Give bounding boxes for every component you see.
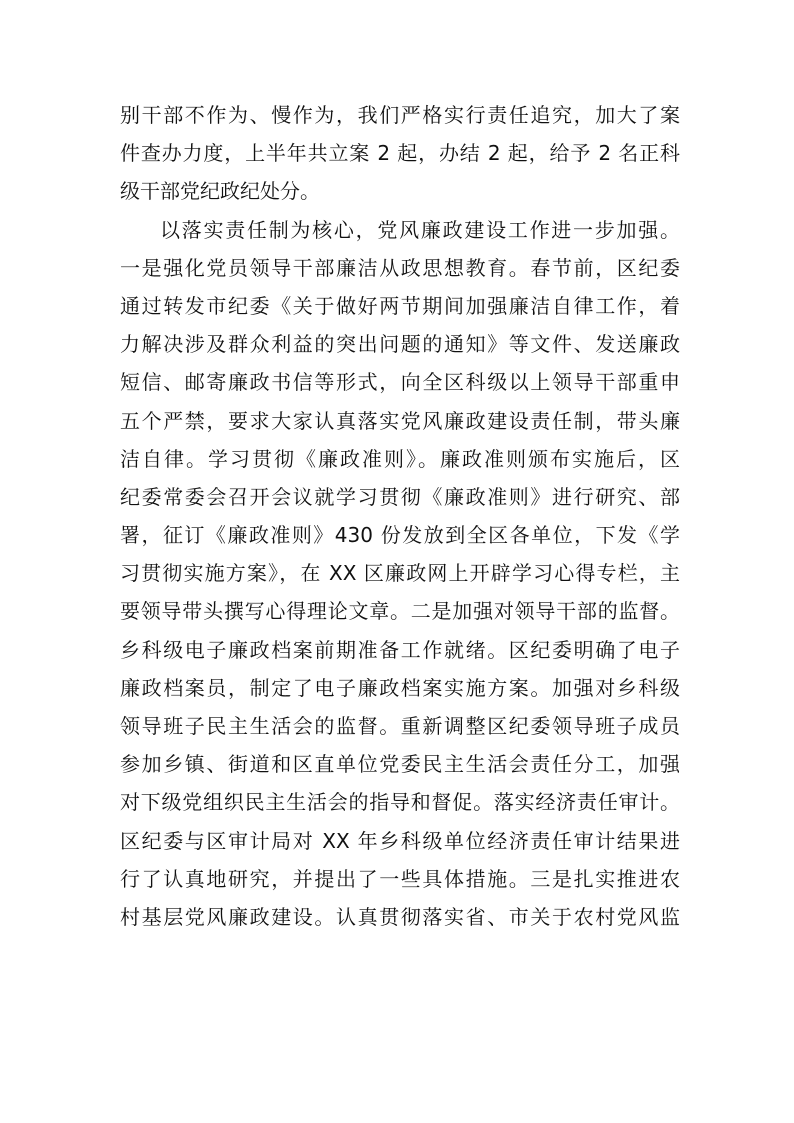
text-line: 要领导带头撰写心得理论文章。二是加强对领导干部的监督。	[120, 599, 680, 624]
text-line: 行了认真地研究，并提出了一些具体措施。三是扎实推进农	[120, 866, 680, 891]
text-line: 短信、邮寄廉政书信等形式，向全区科级以上领导干部重申	[120, 370, 680, 395]
text-line: 级干部党纪政纪处分。	[120, 179, 320, 204]
text-line: 洁自律。学习贯彻《廉政准则》。廉政准则颁布实施后，区	[120, 446, 680, 471]
text-line: 署，征订《廉政准则》430 份发放到全区各单位，下发《学	[120, 523, 680, 548]
text-line: 领导班子民主生活会的监督。重新调整区纪委领导班子成员	[120, 714, 680, 738]
text-line: 别干部不作为、慢作为，我们严格实行责任追究，加大了案	[120, 103, 680, 127]
text-line: 一是强化党员领导干部廉洁从政思想教育。春节前，区纪委	[120, 255, 680, 280]
text-line: 区纪委与区审计局对 XX 年乡科级单位经济责任审计结果进	[120, 828, 680, 853]
text-line: 件查办力度，上半年共立案 2 起，办结 2 起，给予 2 名正科	[120, 141, 680, 166]
text-line: 纪委常委会召开会议就学习贯彻《廉政准则》进行研究、部	[120, 484, 680, 509]
body-text	[120, 96, 680, 936]
text-line: 对下级党组织民主生活会的指导和督促。落实经济责任审计。	[120, 790, 680, 815]
text-line: 力解决涉及群众利益的突出问题的通知》等文件、发送廉政	[120, 332, 680, 357]
text-line: 村基层党风廉政建设。认真贯彻落实省、市关于农村党风监	[120, 904, 680, 929]
text-line: 乡科级电子廉政档案前期准备工作就绪。区纪委明确了电子	[120, 637, 680, 662]
text-line: 习贯彻实施方案》，在 XX 区廉政网上开辟学习心得专栏，主	[120, 561, 680, 586]
text-line: 参加乡镇、街道和区直单位党委民主生活会责任分工，加强	[120, 752, 680, 777]
text-line: 廉政档案员，制定了电子廉政档案实施方案。加强对乡科级	[120, 675, 680, 700]
text-line: 通过转发市纪委《关于做好两节期间加强廉洁自律工作，着	[120, 293, 680, 318]
paragraph-first-line: 以落实责任制为核心，党风廉政建设工作进一步加强。	[160, 217, 680, 242]
text-line: 五个严禁，要求大家认真落实党风廉政建设责任制，带头廉	[120, 408, 680, 433]
